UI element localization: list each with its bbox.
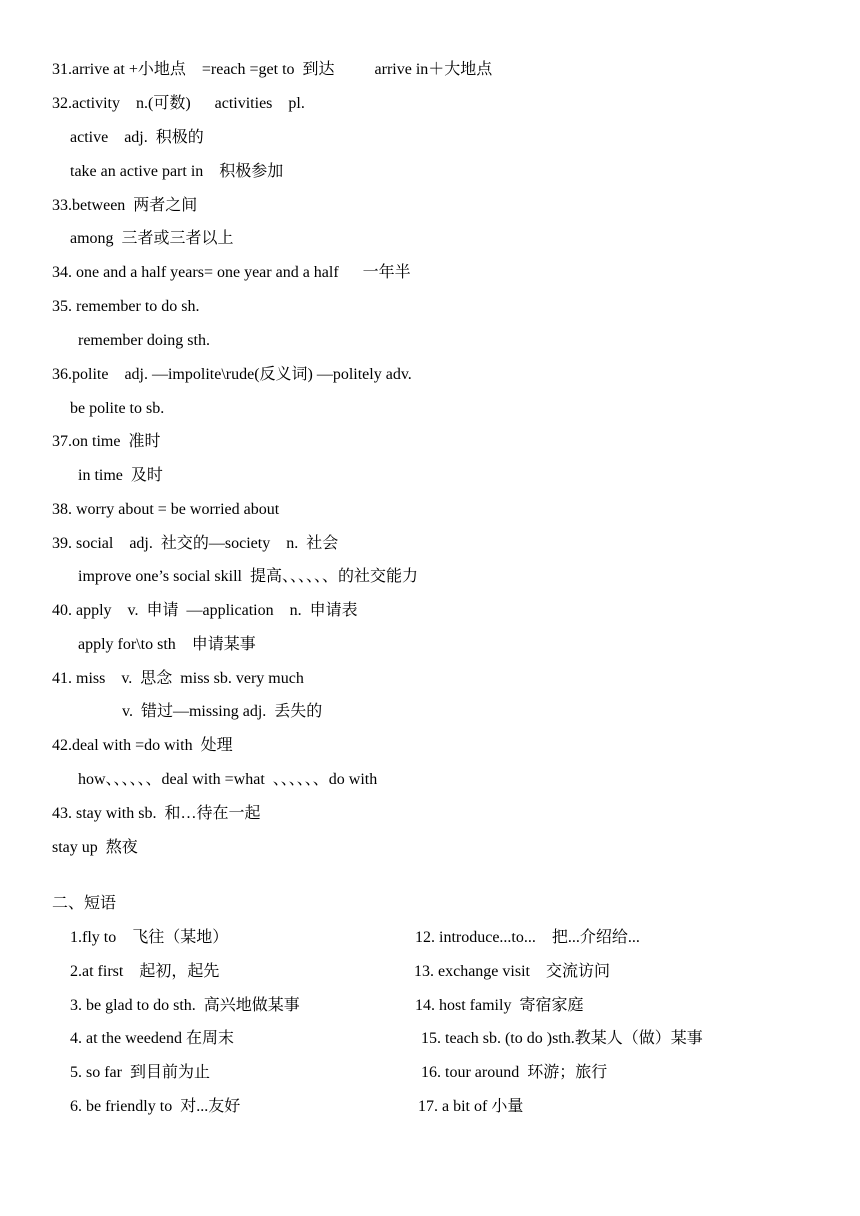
phrase-item: 15. teach sb. (to do )sth.教某人（做）某事 (421, 1030, 703, 1047)
vocab-line: active adj. 积极的 (70, 129, 204, 146)
vocab-line: be polite to sb. (70, 400, 165, 417)
vocab-line: 38. worry about = be worried about (52, 501, 280, 518)
vocab-line: 37.on time 准时 (52, 433, 161, 450)
phrase-item: 17. a bit of 小量 (418, 1098, 524, 1115)
vocab-line: 33.between 两者之间 (52, 197, 198, 214)
phrase-item: 16. tour around 环游；旅行 (421, 1064, 608, 1081)
phrase-item: 5. so far 到目前为止 (70, 1064, 210, 1081)
phrase-item: 13. exchange visit 交流访问 (414, 963, 610, 980)
vocab-line: 42.deal with =do with 处理 (52, 737, 233, 754)
vocab-line: 31.arrive at +小地点 =reach =get to 到达 arrive in＋大地点 (52, 61, 493, 78)
vocab-line: how、、、、、、deal with =what 、、、、、、do with (78, 771, 378, 788)
vocab-line: 32.activity n.(可数) activities pl. (52, 95, 305, 112)
vocab-line: in time 及时 (78, 467, 163, 484)
vocab-line: 36.polite adj. —impolite\rude(反义词) —politely adv. (52, 366, 412, 383)
phrase-item: 3. be glad to do sth. 高兴地做某事 (70, 997, 300, 1014)
vocab-line: stay up 熬夜 (52, 839, 138, 856)
phrase-item: 12. introduce...to... 把...介绍给... (415, 929, 640, 946)
vocab-line: take an active part in 积极参加 (70, 163, 284, 180)
vocab-line: 41. miss v. 思念 miss sb. very much (52, 670, 304, 687)
vocab-line: improve one’s social skill 提高、、、、、、的社交能力 (78, 568, 418, 585)
vocab-line: 40. apply v. 申请 —application n. 申请表 (52, 602, 358, 619)
section-heading: 二、短语 (52, 895, 117, 912)
vocab-line: remember doing sth. (78, 332, 210, 349)
phrase-item: 14. host family 寄宿家庭 (415, 997, 584, 1014)
vocab-line: 34. one and a half years= one year and a half 一年半 (52, 264, 411, 281)
vocab-line: 43. stay with sb. 和…待在一起 (52, 805, 261, 822)
vocab-line: 39. social adj. 社交的—society n. 社会 (52, 535, 339, 552)
phrase-item: 6. be friendly to 对...友好 (70, 1098, 241, 1115)
phrase-item: 2.at first 起初，起先 (70, 963, 220, 980)
vocab-line: among 三者或三者以上 (70, 230, 234, 247)
vocab-line: v. 错过—missing adj. 丢失的 (122, 703, 323, 720)
vocab-line: apply for\to sth 申请某事 (78, 636, 256, 653)
vocab-line: 35. remember to do sh. (52, 298, 200, 315)
phrase-item: 1.fly to 飞往（某地） (70, 929, 229, 946)
phrase-item: 4. at the weedend 在周末 (70, 1030, 234, 1047)
